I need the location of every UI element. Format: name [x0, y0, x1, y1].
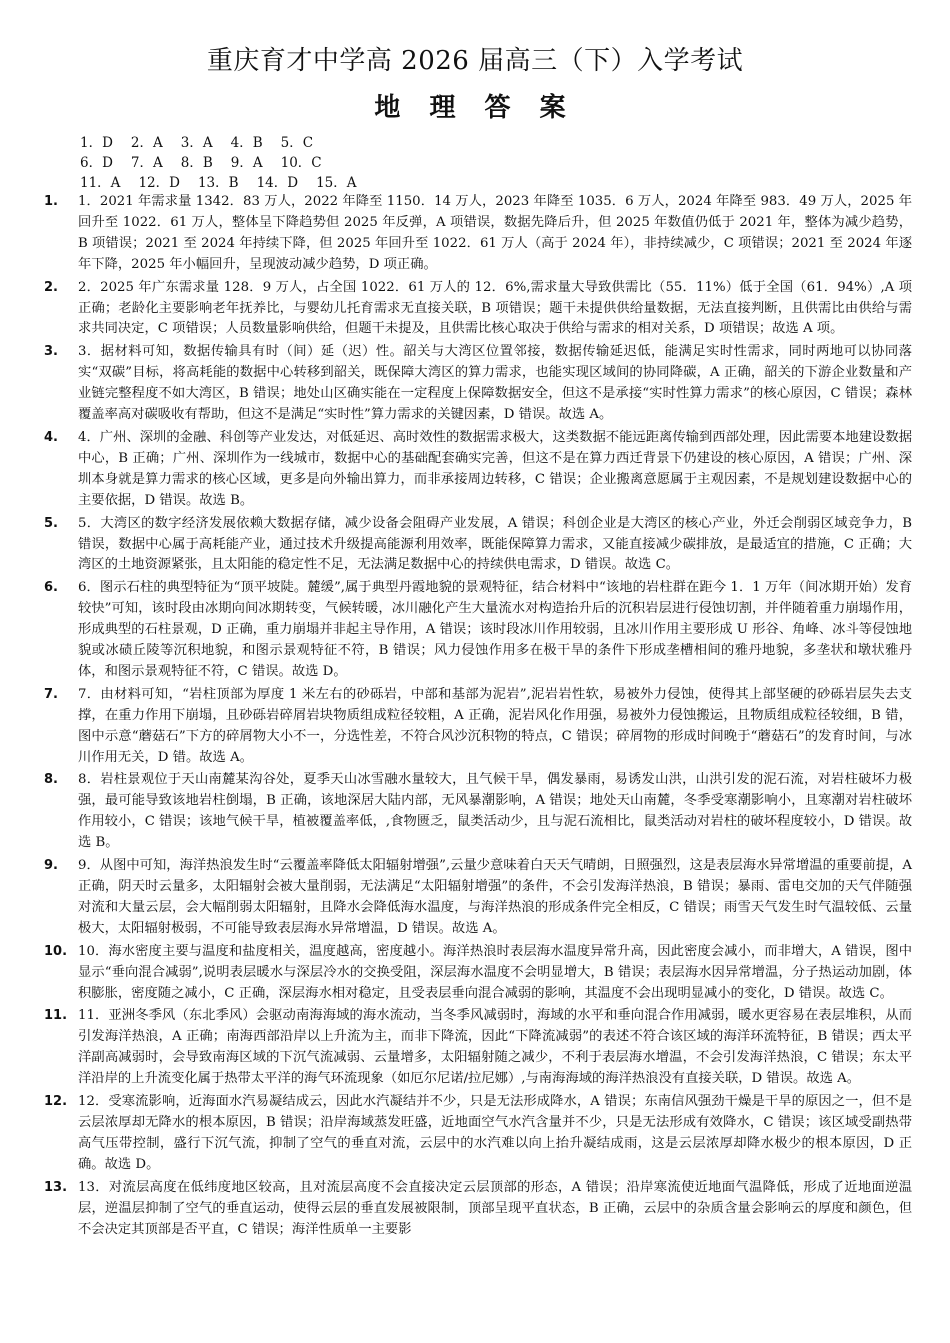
explanation-item: [44, 578, 912, 683]
explanation-number: 11.: [44, 1008, 68, 1024]
explanation-text: 1．2021 年需求量 1342．83 万人，2022 年降至 1150．14 万人，2023 年降至 1035．6 万人，2024 年降至 983．49 万人，2025 年回升至 1022．61 万人，整体呈下降趋势但 2025 年反弹，A 项错误，数据先降后升，但 2025 年数值仍低于 2021 年，整体为减少趋势，B 项错误；2021 至 2024 年持续下降，但 2025 年回升至 1022．61 万人（高于 2024 年），非持续减少，C 项错误；2021 至 2024 年逐年下降，2025 年小幅回升，呈现波动减少趋势，D 项正确。: [78, 194, 912, 272]
answer-cell: 5．C: [280, 135, 314, 151]
explanation-item: [44, 514, 912, 577]
explanation-number: 9.: [44, 858, 58, 874]
explanation-number: 2.: [44, 279, 58, 295]
explanation-item: [44, 942, 912, 1005]
answer-cell: 4．B: [230, 135, 263, 151]
explanation-number: 12.: [44, 1094, 68, 1110]
answer-cell: 10．C: [280, 155, 322, 171]
explanation-number: 6.: [44, 580, 58, 596]
explanation-item: [44, 685, 912, 769]
document-title: 重庆育才中学高 2026 届高三（下）入学考试: [206, 46, 744, 76]
explanation-text: 7．由材料可知，“岩柱顶部为厚度 1 米左右的砂砾岩，中部和基部为泥岩”,泥岩岩性软，易被外力侵蚀，使得其上部坚硬的砂砾岩层失去支撑，在重力作用下崩塌，且砂砾岩碎屑岩块物质组成粒径较粗，A 正确，泥岩风化作用强，易被外力侵蚀搬运，且物质组成粒径较细，B 错，图中示意“蘑菇石”下方的碎屑物大小不一，分选性差，不符合风沙沉积物的特点，C 错误；碎屑物的形成时间晚于“蘑菇石”的发育时间，与冰川作用无关，D 错。故选 A。: [78, 686, 912, 765]
answer-key: [80, 133, 375, 193]
explanation-item: [44, 192, 912, 276]
explanation-text: 13．对流层高度在低纬度地区较高，且对流层高度不会直接决定云层顶部的形态，A 错误；沿岸寒流使近地面气温降低，形成了近地面逆温层，逆温层抑制了空气的垂直运动，使得云层的垂直发展被限制，顶部呈现平直状态，B 正确，云层中的杂质含量会影响云的厚度和颜色，但不会决定其顶部是否平直，C 错误；海洋性质单一主要影: [78, 1179, 912, 1237]
explanation-text: 2．2025 年广东需求量 128．9 万人，占全国 1022．61 万人的 12．6%,需求量大导致供需比（55．11%）低于全国（61．94%）,A 项正确；老龄化主要影响老年抚养比，与婴幼儿托育需求无直接关联，B 项错误；题干未提供供给量数据，无法直接判断，且供需比由供给与需求共同决定，C 项错误；人员数量影响供给，但题干未提及，且供需比核心取决于供给与需求的相对关系，D 项错误；故选 A 项。: [78, 279, 912, 337]
answer-cell: 9．A: [230, 155, 263, 171]
answer-cell: 13．B: [197, 175, 239, 191]
explanation-item: [44, 1178, 912, 1241]
explanation-item: [44, 342, 912, 426]
explanation-number: 5.: [44, 515, 58, 531]
explanation-number: 1.: [44, 194, 58, 209]
answer-cell: 15．A: [316, 175, 357, 191]
explanation-item: [44, 856, 912, 940]
explanation-list: [44, 192, 912, 1242]
explanation-number: 13.: [44, 1179, 68, 1195]
answer-cell: 7．A: [130, 155, 163, 171]
explanation-item: [44, 1092, 912, 1176]
document-subtitle: 地 理 答 案: [374, 93, 576, 123]
explanation-number: 4.: [44, 429, 58, 445]
explanation-number: 10.: [44, 943, 68, 959]
explanation-text: 10．海水密度主要与温度和盐度相关，温度越高，密度越小。海洋热浪时表层海水温度异常升高，因此密度会减小，而非增大，A 错误，图中显示“垂向混合减弱”,说明表层暖水与深层冷水的交换受阻，深层海水温度不会明显增大，B 错误；表层海水因异常增温，分子热运动加剧，体积膨胀，密度随之减小，C 正确，深层海水相对稳定，且受表层垂向混合减弱的影响，其温度不会出现明显减小的变化，D 错误。故选 C。: [78, 943, 912, 1001]
answer-cell: 3．A: [180, 135, 213, 151]
answer-row: [80, 153, 375, 173]
explanation-text: 5．大湾区的数字经济发展依赖大数据存储，减少设备会阻碍产业发展，A 错误；科创企业是大湾区的核心产业，外迁会削弱区域竞争力，B 错误，数据中心属于高耗能产业，通过技术升级提高能源利用效率，既能保障算力需求，又能直接减少碳排放，是最适宜的措施，C 正确；大湾区的土地资源紧张，且太阳能的稳定性不足，无法满足数据中心的持续供电需求，D 错误。故选 C。: [78, 515, 912, 573]
answer-cell: 6．D: [80, 155, 113, 171]
explanation-item: [44, 1006, 912, 1090]
explanation-text: 4．广州、深圳的金融、科创等产业发达，对低延迟、高时效性的数据需求极大，这类数据不能远距离传输到西部处理，因此需要本地建设数据中心，B 正确；广州、深圳作为一线城市，数据中心的基础配套确实完善，但这不是在算力西迁背景下仍建设的核心原因，A 错误；广州、深圳本身就是算力需求的核心区域，更多是向外输出算力，而非承接周边转移，C 错误；企业搬离意愿属于主观因素，不是规划建设数据中心的主要依据，D 错误。故选 B。: [78, 429, 912, 508]
answer-row: [80, 173, 375, 193]
explanation-text: 8．岩柱景观位于天山南麓某沟谷处，夏季天山冰雪融水量较大，且气候干旱，偶发暴雨，易诱发山洪，山洪引发的泥石流，对岩柱破坏力极强，最可能导致该地岩柱倒塌，B 正确，该地深居大陆内部，无风暴潮影响，A 错误；地处天山南麓，冬季受寒潮影响小，且寒潮对岩柱破坏作用较小，C 错误；该地气候干旱，植被覆盖率低，,食物匮乏，鼠类活动少，且与泥石流相比，鼠类活动对岩柱的破坏程度较小，D 错误。故选 B。: [78, 772, 912, 851]
explanation-item: [44, 278, 912, 341]
explanation-number: 8.: [44, 772, 58, 788]
answer-cell: 12．D: [138, 175, 180, 191]
explanation-text: 9．从图中可知，海洋热浪发生时“云覆盖率降低太阳辐射增强”,云量少意味着白天天气晴朗，日照强烈，这是表层海水异常增温的重要前提，A 正确，阴天时云量多，太阳辐射会被大量削弱，无法满足“太阳辐射增强”的条件，不会引发海洋热浪，B 错误；暴雨、雷电交加的天气伴随强对流和大量云层，会大幅削弱太阳辐射，且降水会降低海水温度，与海洋热浪的形成条件完全相反，C 错误；雨雪天气发生时气温较低、云量极大，太阳辐射极弱，不可能导致表层海水异常增温，D 错误。故选 A。: [78, 858, 912, 936]
answer-cell: 2．A: [130, 135, 163, 151]
answer-cell: 1．D: [80, 135, 113, 151]
explanation-item: [44, 428, 912, 512]
answer-row: [80, 133, 375, 153]
answer-cell: 8．B: [180, 155, 213, 171]
explanation-text: 6．图示石柱的典型特征为“顶平坡陡。麓缓”,属于典型丹霞地貌的景观特征，结合材料中“该地的岩柱群在距今 1．1 万年（间冰期开始）发育较快”可知，该时段由冰期向间冰期转变，气候转暖，冰川融化产生大量流水对构造抬升后的沉积岩层进行侵蚀切割，并伴随着重力崩塌作用，形成典型的石柱景观，D 正确，重力崩塌并非起主导作用，A 错误；该时段冰川作用较弱，且冰川作用主要形成 U 形谷、角峰、冰斗等侵蚀地貌或冰碛丘陵等沉积地貌，和图示景观特征不符，B 错误；风力侵蚀作用多在极干旱的条件下形成垄槽相间的雅丹地貌，多垄状和墩状雅丹体，和图示景观特征不符，C 错误。故选 D。: [78, 580, 912, 679]
explanation-text: 11．亚洲冬季风（东北季风）会驱动南海海域的海水流动，当冬季风减弱时，海域的水平和垂向混合作用减弱，暖水更容易在表层堆积，从而引发海洋热浪，A 正确；南海西部沿岸以上升流为主，而非下降流，因此“下降流减弱”的表述不符合该区域的海洋环流特征，B 错误；西太平洋副高减弱时，会导致南海区域的下沉气流减弱、云量增多，太阳辐射随之减少，不利于表层海水增温，不会引发海洋热浪，C 错误；东太平洋沿岸的上升流变化属于热带太平洋的海气环流现象（如厄尔尼诺/拉尼娜）,与南海海域的海洋热浪没有直接关联，D 错误。故选 A。: [78, 1008, 912, 1087]
explanation-number: 7.: [44, 686, 58, 702]
explanation-number: 3.: [44, 344, 58, 360]
answer-cell: 11．A: [80, 175, 121, 191]
explanation-text: 12．受寒流影响，近海面水汽易凝结成云，因此水汽凝结并不少，只是无法形成降水，A 错误；东南信风强劲干燥是干旱的原因之一，但不是云层浓厚却无降水的根本原因，B 错误；沿岸海域蒸发旺盛，近地面空气水汽含量并不少，只是无法形成有效降水，C 错误；该区域受副热带高气压带控制，盛行下沉气流，抑制了空气的垂直对流，云层中的水汽难以向上抬升凝结成雨，这是云层浓厚却降水极少的根本原因，D 正确。故选 D。: [78, 1094, 912, 1172]
explanation-text: 3．据材料可知，数据传输具有时（间）延（迟）性。韶关与大湾区位置邻接，数据传输延迟低，能满足实时性需求，同时两地可以协同落实“双碳”目标，将高耗能的数据中心转移到韶关，既保障大湾区的算力需求，也能实现区域间的协同降碳，A 正确，韶关的下游企业数量和产业链完整程度不如大湾区，B 错误；地处山区确实能在一定程度上保障数据安全，但这不是承接“实时性算力需求”的核心原因，C 错误；森林覆盖率高对碳吸收有帮助，但这不是满足“实时性”算力需求的关键因素，D 错误。故选 A。: [78, 344, 912, 423]
answer-cell: 14．D: [256, 175, 299, 191]
explanation-item: [44, 770, 912, 854]
